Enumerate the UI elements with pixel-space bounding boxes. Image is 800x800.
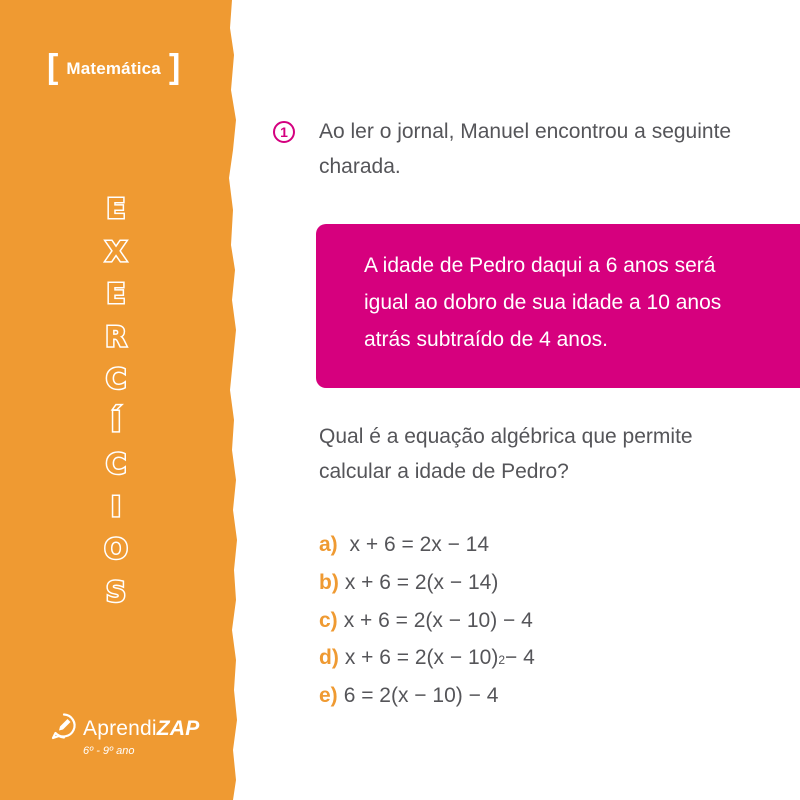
option-text: 6 = 2(x − 10) − 4 [343,684,499,708]
sidebar [0,0,240,800]
option-text: x + 6 = 2(x − 10) [344,646,499,670]
title-letter: E [106,277,126,310]
option-text: x + 6 = 2(x − 10) − 4 [343,608,533,632]
answer-option-a[interactable] [319,533,535,571]
question-prompt: Qual é a equação algébrica que permite calcular a idade de Pedro? [319,425,693,483]
riddle-text: A idade de Pedro daqui a 6 anos será igual ao dobro de sua idade a 10 anos atrás subtraído de 4 anos. [364,254,722,351]
vertical-title [92,188,140,613]
question-intro: Ao ler o jornal, Manuel encontrou a seguinte charada. [319,120,732,178]
title-letter: S [105,574,127,608]
subject-tag [47,50,180,84]
option-letter: c) [319,608,338,632]
option-text-tail: − 4 [505,646,535,670]
option-letter: d) [319,646,339,670]
brand-name-light: Aprendi [83,716,157,740]
answer-options [319,533,535,722]
option-text: x + 6 = 2(x − 14) [344,570,499,594]
riddle-box [316,224,800,388]
title-letter: X [105,234,127,268]
title-letter: C [105,447,127,480]
chat-pencil-icon [50,712,78,745]
title-letter: R [105,319,127,353]
brand-logo [50,712,199,757]
brand-grade-range: 6º - 9º ano [83,745,135,757]
title-letter: Í [110,404,122,438]
option-text: x + 6 = 2x − 14 [343,533,490,556]
option-letter: b) [319,570,339,594]
option-letter: e) [319,684,338,708]
title-letter: E [106,192,126,225]
subject-label: Matemática [66,59,161,78]
option-exponent: 2 [498,653,506,668]
left-bracket: [ [47,48,59,86]
title-letter: I [110,489,122,523]
question-number-badge: 1 [273,121,295,143]
title-letter: O [104,532,128,565]
answer-option-b[interactable] [319,571,535,609]
answer-option-e[interactable] [319,684,535,722]
answer-option-d[interactable] [319,646,535,684]
option-letter: a) [319,533,338,556]
brand-name [83,717,199,741]
title-letter: C [105,362,127,395]
answer-option-c[interactable] [319,609,535,647]
brand-name-bold: ZAP [156,716,200,740]
right-bracket: ] [168,48,181,86]
